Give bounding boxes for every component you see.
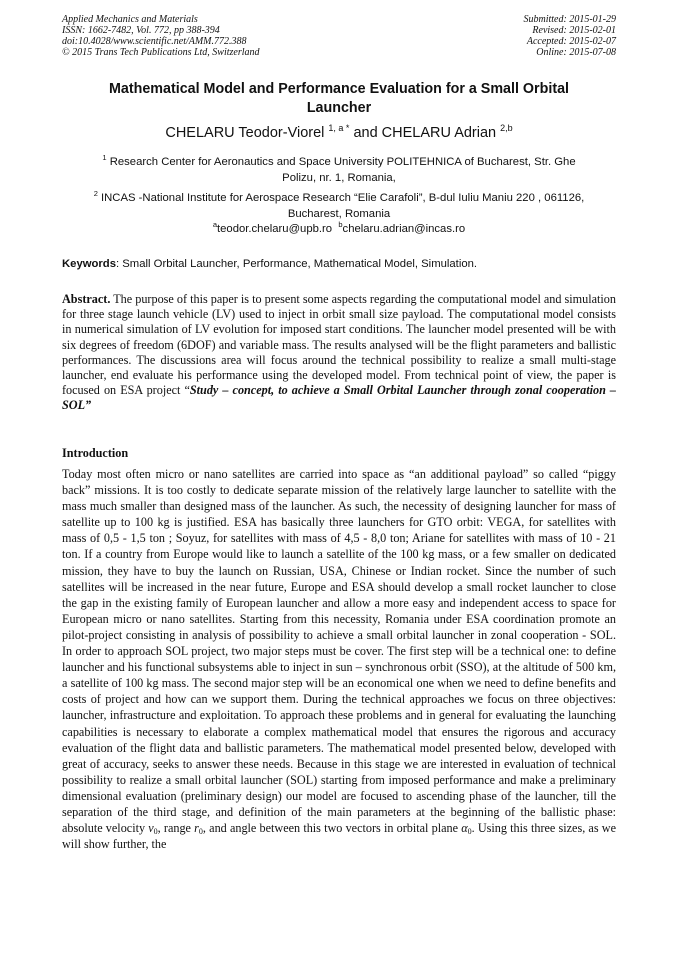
author-2-marks: 2,b [500,123,513,133]
issn-line: ISSN: 1662-7482, Vol. 772, pp 388-394 [62,25,220,36]
abstract [62,292,616,414]
author-1-marks: 1, a * [328,123,350,133]
email-a[interactable]: teodor.chelaru@upb.ro [216,223,333,235]
author-connector: and CHELARU Adrian [349,125,501,141]
copyright-line: © 2015 Trans Tech Publications Ltd, Switzerland [62,47,260,58]
introduction-text-3: , and angle between this two vectors in orbital plane [202,821,462,836]
affiliation-1-line-1: Research Center for Aeronautics and Space University POLITEHNICA of Bucharest, Str. Ghe [106,156,576,168]
introduction-text-2: , range [157,821,195,836]
submitted-date: Submitted: 2015-01-29 [523,14,616,25]
abstract-label: Abstract. [62,292,111,306]
abstract-project-name: Study – concept, to achieve a Small Orbital Launcher through zonal cooperation – SOL” [62,383,616,413]
affiliation-2-line-1: INCAS -National Institute for Aerospace Research “Elie Carafoli”, B-dul Iuliu Maniu 220 , 061126, [97,192,585,204]
journal-name: Applied Mechanics and Materials [62,14,198,25]
velocity-symbol: $v_0$ [148,821,158,837]
abstract-text: The purpose of this paper is to present some aspects regarding the computational model and simulation for three stage launch vehicle (LV) used to inject in orbit small size payload. The computational model consists in numerical simulation of LV evolution for imposed start conditions. The launcher model presented will be with six degrees of freedom (6DOF) and variable mass. The results analysed will be the flight parameters and ballistic performances. The discussions area will focus around the technical possibility to realize a small multi-stage launcher, end evaluate his performance using the developed model. From technical point of view, the paper is focused on ESA project “ [62,292,616,398]
title-line-1: Mathematical Model and Performance Evaluation for a Small Orbital [109,81,569,97]
affiliation-2 [62,190,616,222]
title-line-2: Launcher [306,100,372,116]
journal-info [62,14,260,58]
keywords-label: Keywords [62,258,116,270]
introduction-text: Today most often micro or nano satellites are carried into space as “an additional payload” so called “piggy back” missions. It is too costly to dedicate separate mission of the relatively large launcher to satellite with the mass much smaller than designed mass of the launcher. As such, the necessity of designing launcher for mass of satellite up to 100 kg is justified. ESA has basically three launchers for GTO orbit: VEGA, for satellites with mass of 0,5 - 1,5 ton ; Soyuz, for satellites with mass of 4,5 - 8,0 ton; Ariane for satellites with mass of 10 - 21 ton. If a country from Europe would like to launch a satellite of the 100 kg mass, or a few smaller on dedicated mission, they have to buy the launch on Russian, USA, Chinese or Indian rocket. Since the number of such satellites will be increased in the near future, Europe and ESA should develop a small rocket launcher to close the gap in the existing family of European launcher and allow a more easy and independent access to space for European micro or nano satellites. Starting from this necessity, Romania under ESA coordination promote an pilot-project consisting in analysis of possibility to achieve a small orbital launcher in zonal cooperation - SOL. In order to approach SOL project, two major steps must be cover. The first step will be a technical one: to define launcher and his functional subsystems able to inject in sun – synchronous orbit (SSO), at the altitude of 500 km, a satellite of 100 kg mass. The second major step will be an economical one when we need to define benefits and costs of project and how can we support them. During the technical approaches we focus on three objectives: launcher, infrastructure and exploitation. To approach these problems and in general for evaluating the launching capabilities is necessary to elaborate a complex mathematical model that ensures the rigorous and accuracy evaluation of the flight data and ballistic parameters. The mathematical model presented below, developed with great of accuracy, seeks to answer these needs. Because in this stage we are interested in evaluation of technical possibility to realize a small orbital launcher (SOL) starting from imposed performance and make a preliminary dimensional evaluation (preliminary design) our model are focused to ascending phase of the launcher, till the separation of the third stage, and definition of the main parameters at the beginning of the ballistic phase: absolute velocity [62,467,616,836]
author-emails [62,221,616,237]
accepted-date: Accepted: 2015-02-07 [526,36,616,47]
keywords [62,258,616,270]
affiliation-1 [62,154,616,186]
doi-line: doi:10.4028/www.scientific.net/AMM.772.388 [62,36,247,47]
introduction-text-4: . Using this three sizes, as we will show further, the [62,821,616,852]
section-heading-introduction: Introduction [62,446,129,460]
email-b-mark: b [338,220,343,229]
introduction-body [62,466,616,852]
affiliation-2-number: 2 [93,189,98,198]
revised-date: Revised: 2015-02-01 [532,25,616,36]
email-a-mark: a [212,220,217,229]
author-list [62,125,616,141]
angle-symbol: $\alpha_0$ [461,821,472,837]
affiliation-1-line-2: Polizu, nr. 1, Romania, [282,172,396,184]
email-b[interactable]: chelaru.adrian@incas.ro [342,223,466,235]
paper-title [62,80,616,118]
keywords-text: : Small Orbital Launcher, Performance, Mathematical Model, Simulation. [116,258,478,270]
author-1: CHELARU Teodor-Viorel [165,125,329,141]
affiliation-1-number: 1 [102,153,107,162]
online-date: Online: 2015-07-08 [536,47,616,58]
range-symbol: $r_0$ [194,821,203,837]
affiliation-2-line-2: Bucharest, Romania [287,208,391,220]
submission-dates [524,14,617,58]
